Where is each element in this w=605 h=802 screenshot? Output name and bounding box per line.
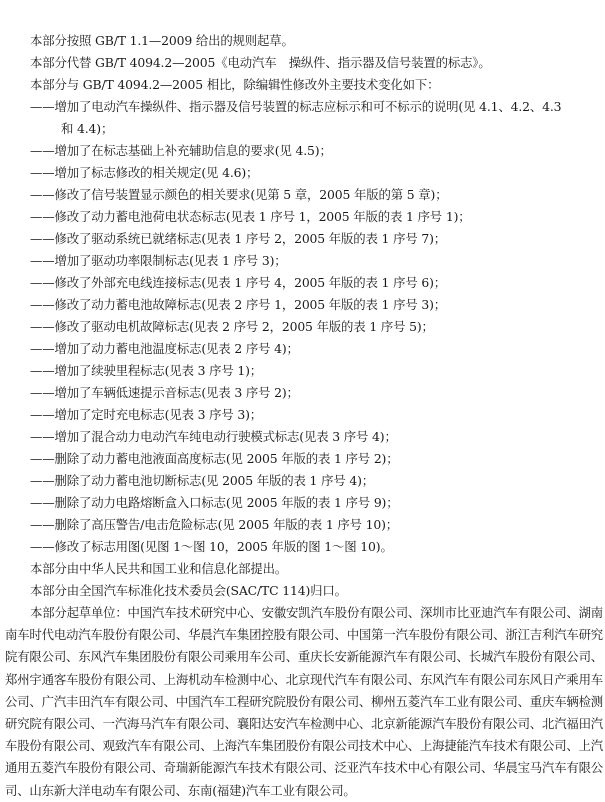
- change-item-continuation: 和 4.4)；: [61, 121, 114, 136]
- change-item: ——删除了动力蓄电池切断标志(见 2005 年版的表 1 序号 4)；: [30, 473, 375, 488]
- proposer-line: 本部分由中华人民共和国工业和信息化部提出。: [30, 561, 288, 576]
- change-item: ——删除了高压警告/电击危险标志(见 2005 年版的表 1 序号 10)；: [30, 517, 399, 532]
- intro-line: 本部分按照 GB/T 1.1—2009 给出的规则起草。: [30, 33, 294, 48]
- intro-line: 本部分代替 GB/T 4094.2—2005《电动汽车 操纵件、指示器及信号装置的标志》。: [30, 55, 491, 70]
- change-item: ——增加了标志修改的相关规定(见 4.6)；: [30, 165, 259, 180]
- change-item: ——修改了动力蓄电池荷电状态标志(见表 1 序号 1，2005 年版的表 1 序号 1)；: [30, 209, 471, 224]
- change-item: ——修改了动力蓄电池故障标志(见表 2 序号 1，2005 年版的表 1 序号 3)；: [30, 297, 447, 312]
- change-item: ——增加了动力蓄电池温度标志(见表 2 序号 4)；: [30, 341, 299, 356]
- change-item: ——修改了外部充电线连接标志(见表 1 序号 4，2005 年版的表 1 序号 6)；: [30, 275, 447, 290]
- change-item: ——增加了电动汽车操纵件、指示器及信号装置的标志应标示和可不标示的说明(见 4.1、4.2、4.3: [30, 99, 562, 114]
- change-item: ——修改了驱动电机故障标志(见表 2 序号 2，2005 年版的表 1 序号 5)；: [30, 319, 434, 334]
- change-item: ——增加了混合动力电动汽车纯电动行驶模式标志(见表 3 序号 4)；: [30, 429, 397, 444]
- change-item: ——修改了驱动系统已就绪标志(见表 1 序号 2，2005 年版的表 1 序号 7)；: [30, 231, 447, 246]
- change-item: ——修改了标志用图(见图 1～图 10，2005 年版的图 1～图 10)。: [30, 539, 393, 554]
- drafting-units-paragraph: 本部分起草单位：中国汽车技术研究中心、安徽安凯汽车股份有限公司、深圳市比亚迪汽车有限公司、湖南南车时代电动汽车股份有限公司、华晨汽车集团控股有限公司、中国第一汽车股份有限公司、浙江吉利汽车研究院有限公司、东风汽车集团股份有限公司乘用车公司、重庆长安新能源汽车有限公司、长城汽车股份有限公司、郑州宇通客车股份有限公司、上海机动车检测中心、北京现代汽车有限公司、东风汽车有限公司东风日产乘用车公司、广汽丰田汽车有限公司、中国汽车工程研究院股份有限公司、柳州五菱汽车工业有限公司、重庆车辆检测研究院有限公司、一汽海马汽车有限公司、襄阳达安汽车检测中心、北京新能源汽车股份有限公司、北汽福田汽车股份有限公司、观致汽车有限公司、上海汽车集团股份有限公司技术中心、上海捷能汽车技术有限公司、上汽通用五菱汽车股份有限公司、奇瑞新能源汽车技术有限公司、泛亚汽车技术中心有限公司、华晨宝马汽车有限公司、山东新大洋电动车有限公司、东南(福建)汽车工业有限公司。: [5, 605, 603, 798]
- intro-line: 本部分与 GB/T 4094.2—2005 相比，除编辑性修改外主要技术变化如下：: [30, 77, 440, 92]
- committee-line: 本部分由全国汽车标准化技术委员会(SAC/TC 114)归口。: [30, 583, 347, 598]
- change-item: ——增加了驱动功率限制标志(见表 1 序号 3)；: [30, 253, 287, 268]
- change-item: ——增加了在标志基础上补充辅助信息的要求(见 4.5)；: [30, 143, 332, 158]
- change-item: ——删除了动力蓄电池液面高度标志(见 2005 年版的表 1 序号 2)；: [30, 451, 399, 466]
- change-item: ——修改了信号装置显示颜色的相关要求(见第 5 章，2005 年版的第 5 章)；: [30, 187, 448, 202]
- change-item: ——增加了续驶里程标志(见表 3 序号 1)；: [30, 363, 263, 378]
- change-item: ——增加了定时充电标志(见表 3 序号 3)；: [30, 407, 263, 422]
- change-item: ——增加了车辆低速提示音标志(见表 3 序号 2)；: [30, 385, 299, 400]
- change-item: ——删除了动力电路熔断盒入口标志(见 2005 年版的表 1 序号 9)；: [30, 495, 399, 510]
